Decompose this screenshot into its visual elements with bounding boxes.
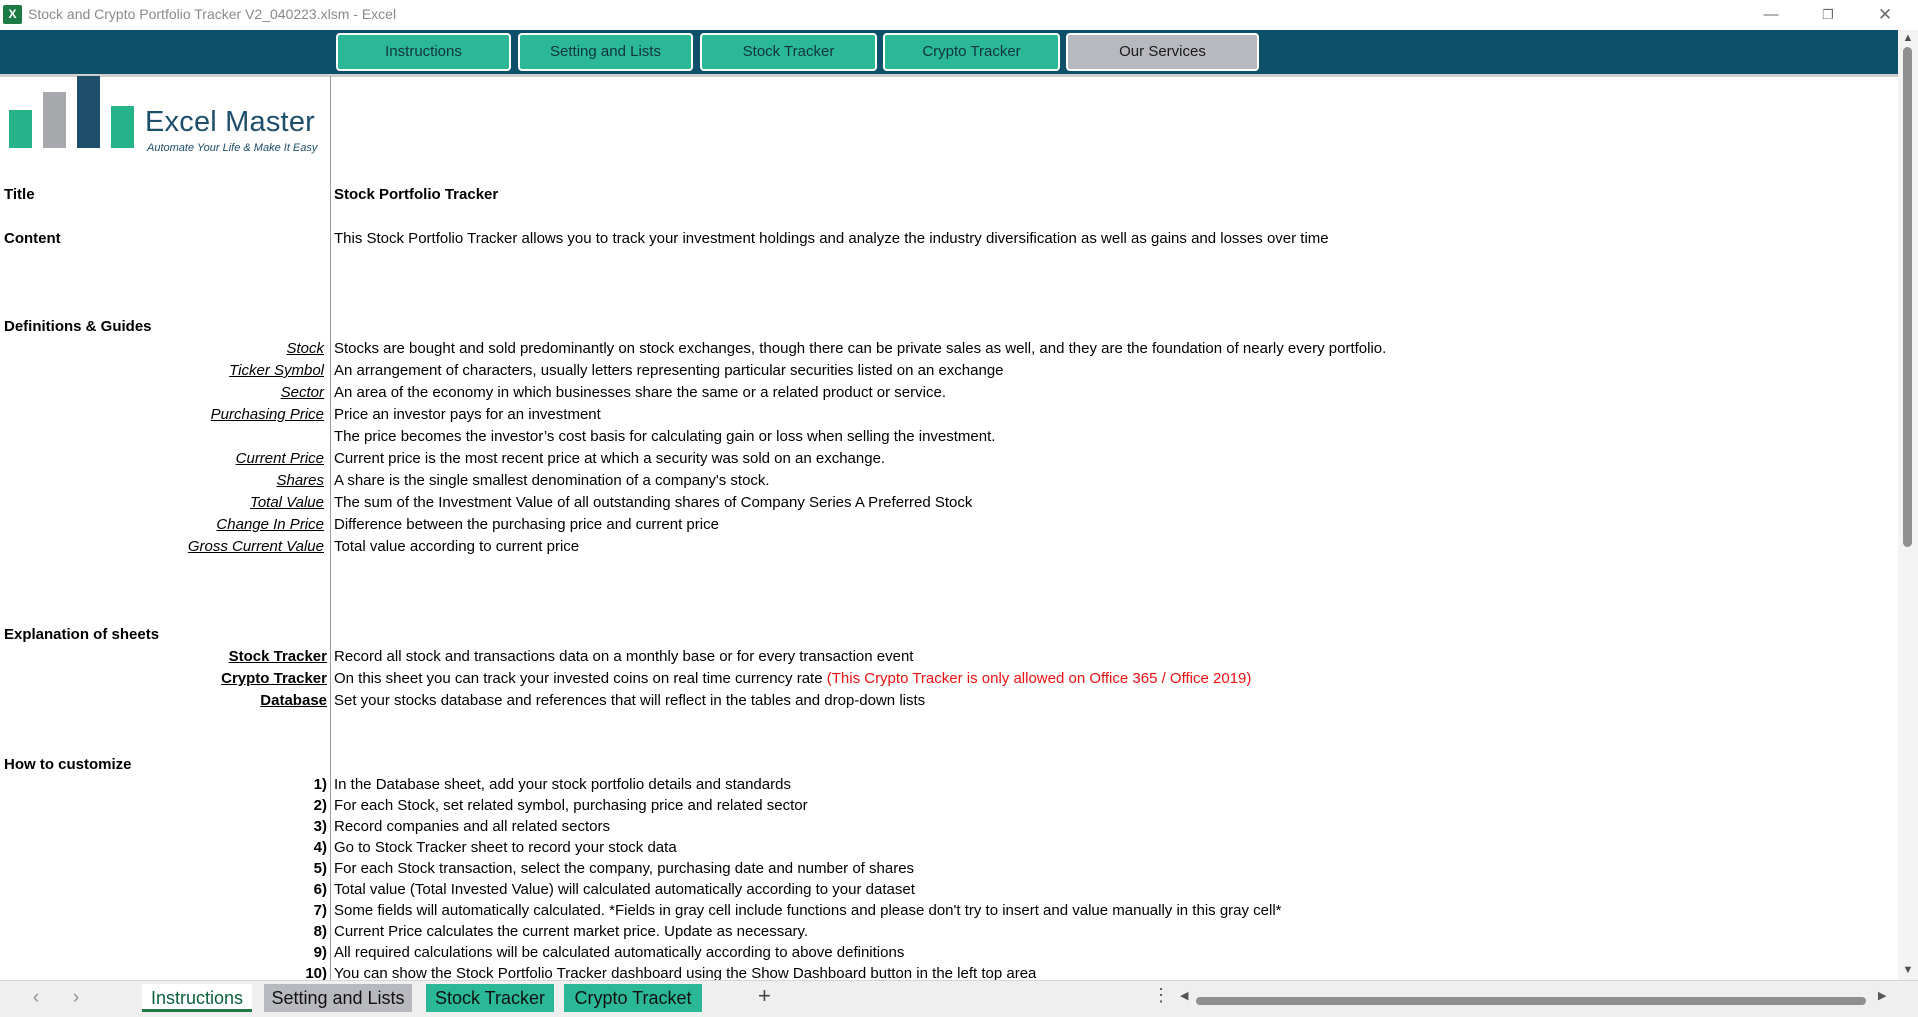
step-number: 6) [313,881,327,898]
sheet-link-database[interactable]: Database [260,692,327,709]
definition-term[interactable]: Stock [286,340,324,357]
sheet-tab-bar [0,980,1918,1017]
grid-line [0,76,1898,77]
definition-term[interactable]: Gross Current Value [187,538,324,555]
step-text: You can show the Stock Portfolio Tracker dashboard using the Show Dashboard button in the left top area [334,965,1037,980]
definition-text: Difference between the purchasing price and current price [334,516,719,533]
definition-term[interactable]: Shares [276,472,324,489]
close-icon[interactable]: ✕ [1877,5,1893,24]
definition-term[interactable]: Purchasing Price [210,406,324,423]
step-number: 7) [313,902,327,919]
step-number: 10) [305,965,327,980]
definition-text: An arrangement of characters, usually letters representing particular securities listed on an exchange [334,362,1004,379]
step-text: Total value (Total Invested Value) will calculated automatically according to your dataset [334,881,915,898]
content-value: This Stock Portfolio Tracker allows you to track your investment holdings and analyze the industry diversification as well as gains and losses over time [334,230,1329,247]
definition-text: The price becomes the investor’s cost basis for calculating gain or loss when selling the investment. [334,428,996,445]
navigation-band [0,30,1898,76]
logo-tagline: Automate Your Life & Make It Easy [147,142,318,154]
sheet-description [334,670,1251,687]
step-text: For each Stock transaction, select the company, purchasing date and number of shares [334,860,915,877]
step-text: For each Stock, set related symbol, purchasing price and related sector [334,797,808,814]
definition-text: Current price is the most recent price at which a security was sold on an exchange. [334,450,886,467]
step-text: Record companies and all related sectors [334,818,610,835]
step-text: All required calculations will be calculated automatically according to above definitions [334,944,905,961]
definition-term[interactable]: Change In Price [216,516,324,533]
minimize-icon[interactable]: — [1763,6,1779,23]
window-title: Stock and Crypto Portfolio Tracker V2_040223.xlsm - Excel [28,6,397,22]
vertical-scroll-thumb[interactable] [1903,47,1912,547]
column-divider [330,76,331,980]
logo-bar [9,110,32,148]
chevron-left-icon[interactable]: ‹ [32,987,40,1008]
logo-bar [43,92,66,148]
add-sheet-icon[interactable]: + [758,983,771,1008]
vertical-scrollbar[interactable] [1898,30,1918,980]
sheet-description: Record all stock and transactions data on a monthly base or for every transaction event [334,648,914,665]
logo-bar [77,76,100,148]
definition-term[interactable]: Current Price [235,450,324,467]
step-number: 4) [313,839,327,856]
logo-bar [111,106,134,148]
step-number: 8) [313,923,327,940]
definition-text: Total value according to current price [334,538,580,555]
step-text: Current Price calculates the current market price. Update as necessary. [334,923,809,940]
definition-term[interactable]: Ticker Symbol [229,362,324,379]
definition-text: An area of the economy in which businesses share the same or a related product or service. [334,384,946,401]
window-title-bar [0,0,1918,31]
definition-text: Stocks are bought and sold predominantly on stock exchanges, though there can be private sales as well, and they are the foundation of nearly every portfolio. [334,340,1387,357]
scroll-right-icon[interactable]: ▶ [1878,990,1887,1002]
customize-heading: How to customize [4,756,132,773]
nav-button-setting-and-lists[interactable]: Setting and Lists [518,33,693,71]
office-version-note: (This Crypto Tracker is only allowed on Office 365 / Office 2019) [826,670,1252,687]
scroll-down-icon[interactable]: ▼ [1902,964,1914,976]
step-text: Go to Stock Tracker sheet to record your stock data [334,839,677,856]
step-number: 3) [313,818,327,835]
definitions-heading: Definitions & Guides [4,318,152,335]
worksheet-area [0,76,1898,980]
definition-text: A share is the single smallest denomination of a company's stock. [334,472,770,489]
sheet-tab-instructions[interactable]: Instructions [142,984,252,1012]
nav-button-instructions[interactable]: Instructions [336,33,511,71]
step-number: 9) [313,944,327,961]
restore-icon[interactable]: ❐ [1822,7,1834,22]
logo-name: Excel Master [145,106,315,138]
title-label: Title [4,186,35,203]
sheet-description: Set your stocks database and references that will reflect in the tables and drop-down lists [334,692,926,709]
definition-text: Price an investor pays for an investment [334,406,601,423]
explanation-heading: Explanation of sheets [4,626,160,643]
scroll-up-icon[interactable]: ▲ [1902,32,1914,44]
sheet-link-stock-tracker[interactable]: Stock Tracker [228,648,327,665]
definition-term[interactable]: Sector [280,384,324,401]
horizontal-scroll-thumb[interactable] [1196,997,1866,1005]
step-text: In the Database sheet, add your stock portfolio details and standards [334,776,791,793]
content-label: Content [4,230,61,247]
step-number: 2) [313,797,327,814]
step-text: Some fields will automatically calculated. *Fields in gray cell include functions and please don't try to insert and value manually in this gray cell* [334,902,1282,919]
more-options-icon[interactable]: ⋮ [1152,985,1170,1005]
definition-text: The sum of the Investment Value of all outstanding shares of Company Series A Preferred Stock [334,494,973,511]
title-value: Stock Portfolio Tracker [334,186,499,203]
sheet-description-text: On this sheet you can track your invested coins on real time currency rate [334,670,827,687]
excel-master-logo [6,78,328,158]
nav-button-stock-tracker[interactable]: Stock Tracker [700,33,877,71]
nav-button-our-services[interactable]: Our Services [1066,33,1259,71]
sheet-tab-setting-and-lists[interactable]: Setting and Lists [264,984,412,1012]
excel-icon: X [3,5,22,24]
scroll-left-icon[interactable]: ◀ [1180,990,1189,1002]
definition-term[interactable]: Total Value [250,494,324,511]
step-number: 5) [313,860,327,877]
step-number: 1) [313,776,327,793]
sheet-tab-stock-tracker[interactable]: Stock Tracker [426,984,554,1012]
sheet-link-crypto-tracker[interactable]: Crypto Tracker [221,670,327,687]
chevron-right-icon[interactable]: › [72,987,80,1008]
sheet-tab-crypto-tracket[interactable]: Crypto Tracket [564,984,702,1012]
nav-button-crypto-tracker[interactable]: Crypto Tracker [883,33,1060,71]
